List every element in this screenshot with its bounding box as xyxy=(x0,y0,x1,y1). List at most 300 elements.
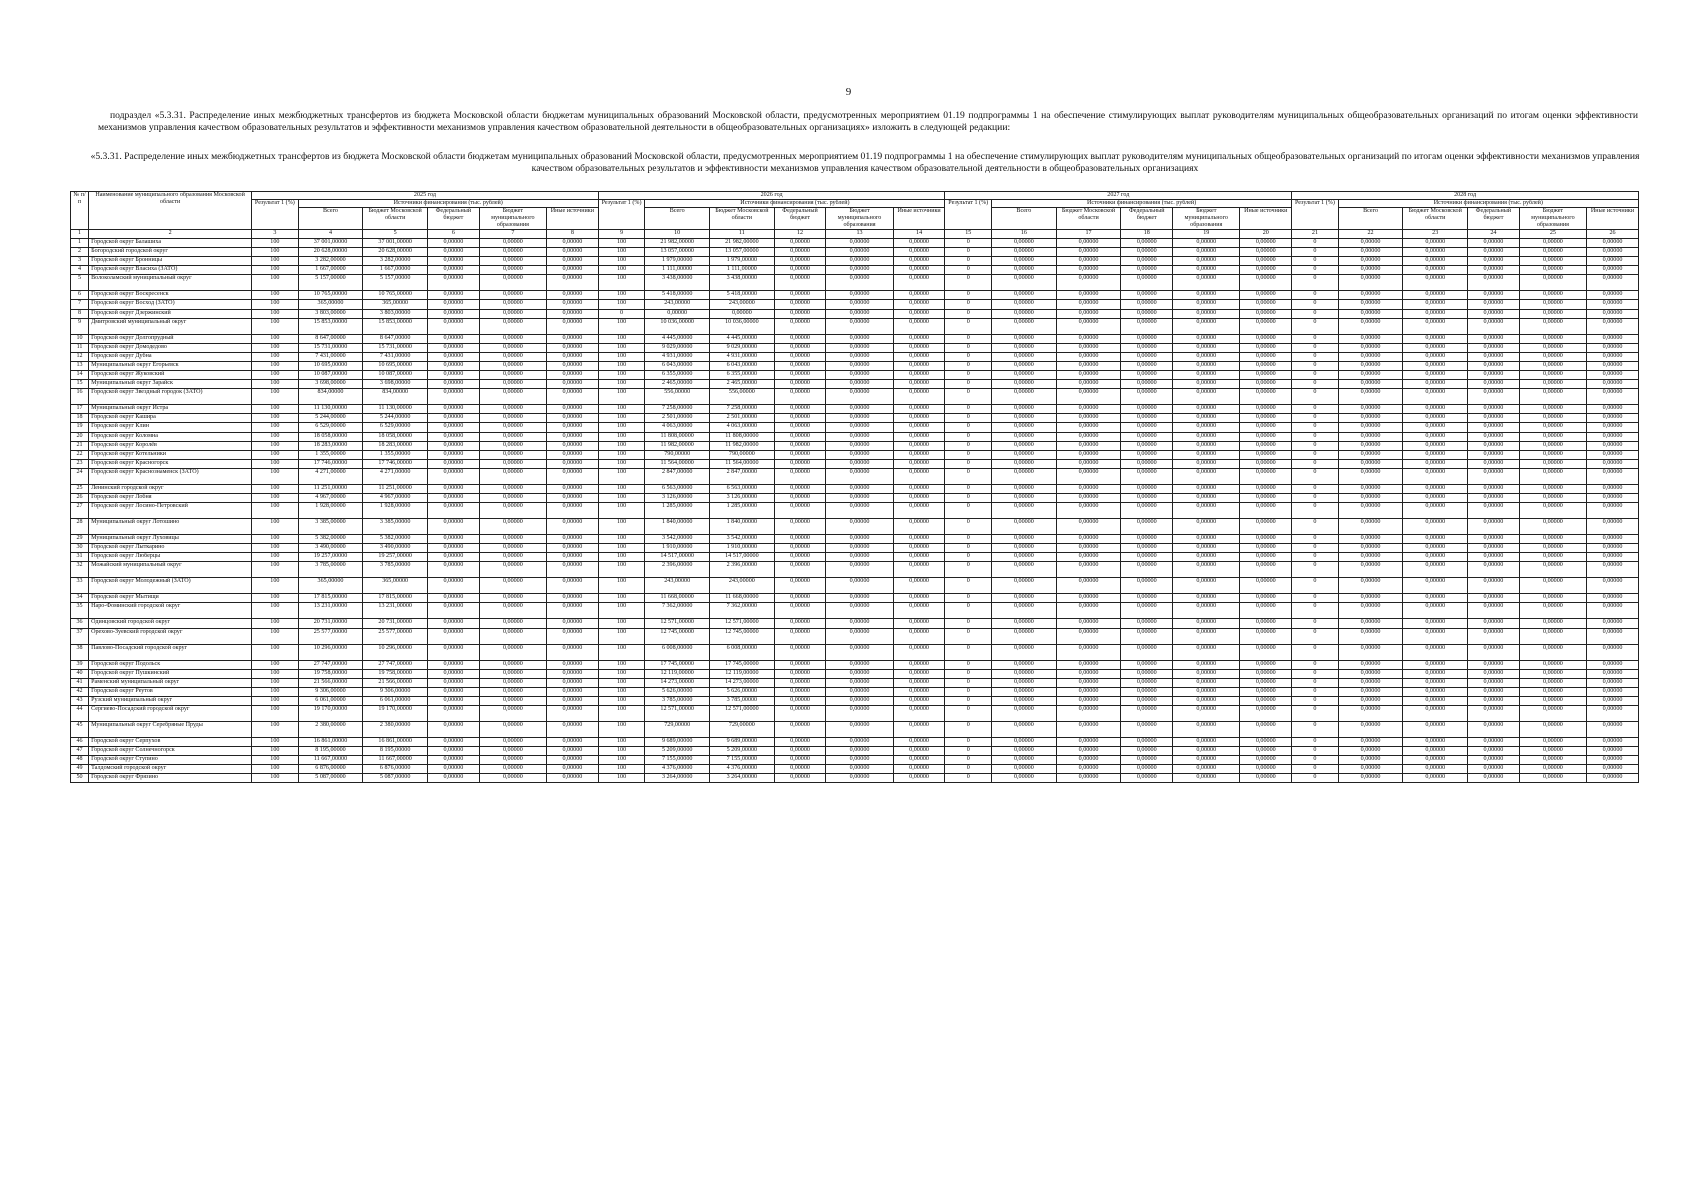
row-number: 28 xyxy=(71,519,89,535)
federal-budget-2028: 0,00000 xyxy=(1468,459,1520,468)
federal-budget-2025: 0,00000 xyxy=(428,432,480,441)
federal-budget-2025: 0,00000 xyxy=(428,738,480,747)
other-sources-2027: 0,00000 xyxy=(1240,266,1292,275)
municipal-budget-2027: 0,00000 xyxy=(1173,432,1240,441)
federal-budget-2028: 0,00000 xyxy=(1468,722,1520,738)
total-2025: 17 815,00000 xyxy=(298,594,363,603)
column-number: 24 xyxy=(1468,230,1520,239)
result-2027: 0 xyxy=(945,706,992,722)
row-number: 17 xyxy=(71,405,89,414)
result-2026: 0 xyxy=(598,309,645,318)
municipal-budget-2025: 0,00000 xyxy=(479,747,546,756)
municipal-budget-2028: 0,00000 xyxy=(1519,405,1586,414)
total-2028: 0,00000 xyxy=(1338,266,1403,275)
table-row xyxy=(71,468,1639,484)
total-2028: 0,00000 xyxy=(1338,300,1403,309)
federal-budget-2028: 0,00000 xyxy=(1468,248,1520,257)
table-row xyxy=(71,594,1639,603)
other-sources-2025: 0,00000 xyxy=(547,578,599,594)
federal-budget-2028: 0,00000 xyxy=(1468,291,1520,300)
row-number: 18 xyxy=(71,414,89,423)
municipal-budget-2027: 0,00000 xyxy=(1173,696,1240,705)
federal-budget-2026: 0,00000 xyxy=(774,266,826,275)
other-sources-2027: 0,00000 xyxy=(1240,318,1292,334)
regional-budget-2027: 0,00000 xyxy=(1056,248,1121,257)
result-2025: 100 xyxy=(252,441,299,450)
regional-budget-2027: 0,00000 xyxy=(1056,441,1121,450)
total-2027: 0,00000 xyxy=(992,603,1057,619)
municipal-budget-2025: 0,00000 xyxy=(479,371,546,380)
federal-budget-2027: 0,00000 xyxy=(1121,503,1173,519)
header-sources: Источники финансирования (тыс. рублей) xyxy=(992,200,1292,208)
federal-budget-2027: 0,00000 xyxy=(1121,706,1173,722)
other-sources-2027: 0,00000 xyxy=(1240,484,1292,493)
header-source-type: Федеральный бюджет xyxy=(428,208,480,230)
total-2027: 0,00000 xyxy=(992,687,1057,696)
municipal-budget-2027: 0,00000 xyxy=(1173,291,1240,300)
result-2026: 100 xyxy=(598,291,645,300)
municipal-budget-2025: 0,00000 xyxy=(479,519,546,535)
header-source-type: Бюджет Московской области xyxy=(710,208,775,230)
distribution-table xyxy=(70,191,1639,783)
municipality-name: Городской округ Долгопрудный xyxy=(89,334,252,343)
regional-budget-2025: 1 355,00000 xyxy=(363,450,428,459)
other-sources-2027: 0,00000 xyxy=(1240,619,1292,628)
regional-budget-2025: 5 157,00000 xyxy=(363,275,428,291)
regional-budget-2025: 3 785,00000 xyxy=(363,562,428,578)
regional-budget-2027: 0,00000 xyxy=(1056,239,1121,248)
table-row xyxy=(71,239,1639,248)
table-row xyxy=(71,423,1639,432)
result-2025: 100 xyxy=(252,257,299,266)
result-2026: 100 xyxy=(598,544,645,553)
municipality-name: Городской округ Фрязино xyxy=(89,774,252,783)
regional-budget-2026: 3 126,00000 xyxy=(710,493,775,502)
total-2028: 0,00000 xyxy=(1338,291,1403,300)
federal-budget-2026: 0,00000 xyxy=(774,765,826,774)
total-2026: 12 745,00000 xyxy=(645,628,710,644)
regional-budget-2025: 13 231,00000 xyxy=(363,603,428,619)
result-2026: 100 xyxy=(598,519,645,535)
total-2026: 12 571,00000 xyxy=(645,706,710,722)
result-2026: 100 xyxy=(598,756,645,765)
other-sources-2027: 0,00000 xyxy=(1240,468,1292,484)
result-2025: 100 xyxy=(252,300,299,309)
total-2028: 0,00000 xyxy=(1338,553,1403,562)
municipal-budget-2028: 0,00000 xyxy=(1519,459,1586,468)
municipal-budget-2025: 0,00000 xyxy=(479,660,546,669)
other-sources-2026: 0,00000 xyxy=(893,389,945,405)
municipal-budget-2028: 0,00000 xyxy=(1519,450,1586,459)
regional-budget-2025: 1 928,00000 xyxy=(363,503,428,519)
municipal-budget-2026: 0,00000 xyxy=(826,706,893,722)
total-2028: 0,00000 xyxy=(1338,484,1403,493)
regional-budget-2028: 0,00000 xyxy=(1403,484,1468,493)
result-2026: 100 xyxy=(598,248,645,257)
other-sources-2028: 0,00000 xyxy=(1587,275,1639,291)
municipal-budget-2025: 0,00000 xyxy=(479,239,546,248)
other-sources-2028: 0,00000 xyxy=(1587,706,1639,722)
regional-budget-2027: 0,00000 xyxy=(1056,603,1121,619)
row-number: 23 xyxy=(71,459,89,468)
regional-budget-2028: 0,00000 xyxy=(1403,644,1468,660)
municipal-budget-2025: 0,00000 xyxy=(479,594,546,603)
regional-budget-2028: 0,00000 xyxy=(1403,738,1468,747)
municipal-budget-2027: 0,00000 xyxy=(1173,361,1240,370)
regional-budget-2027: 0,00000 xyxy=(1056,484,1121,493)
federal-budget-2025: 0,00000 xyxy=(428,266,480,275)
header-source-type: Иные источники xyxy=(1240,208,1292,230)
total-2025: 3 282,00000 xyxy=(298,257,363,266)
municipal-budget-2026: 0,00000 xyxy=(826,578,893,594)
row-number: 24 xyxy=(71,468,89,484)
federal-budget-2028: 0,00000 xyxy=(1468,414,1520,423)
federal-budget-2026: 0,00000 xyxy=(774,352,826,361)
table-row xyxy=(71,774,1639,783)
total-2027: 0,00000 xyxy=(992,747,1057,756)
municipal-budget-2028: 0,00000 xyxy=(1519,380,1586,389)
total-2026: 11 668,00000 xyxy=(645,594,710,603)
total-2027: 0,00000 xyxy=(992,562,1057,578)
municipal-budget-2025: 0,00000 xyxy=(479,535,546,544)
other-sources-2027: 0,00000 xyxy=(1240,275,1292,291)
other-sources-2025: 0,00000 xyxy=(547,468,599,484)
municipal-budget-2027: 0,00000 xyxy=(1173,275,1240,291)
row-number: 16 xyxy=(71,389,89,405)
result-2028: 0 xyxy=(1292,266,1339,275)
total-2028: 0,00000 xyxy=(1338,619,1403,628)
regional-budget-2025: 3 385,00000 xyxy=(363,519,428,535)
regional-budget-2027: 0,00000 xyxy=(1056,706,1121,722)
total-2028: 0,00000 xyxy=(1338,275,1403,291)
municipal-budget-2028: 0,00000 xyxy=(1519,300,1586,309)
other-sources-2025: 0,00000 xyxy=(547,361,599,370)
municipal-budget-2028: 0,00000 xyxy=(1519,696,1586,705)
municipal-budget-2027: 0,00000 xyxy=(1173,309,1240,318)
municipal-budget-2026: 0,00000 xyxy=(826,756,893,765)
federal-budget-2025: 0,00000 xyxy=(428,619,480,628)
municipal-budget-2026: 0,00000 xyxy=(826,603,893,619)
municipality-name: Раменский муниципальный округ xyxy=(89,678,252,687)
result-2025: 100 xyxy=(252,361,299,370)
column-number: 12 xyxy=(774,230,826,239)
result-2026: 100 xyxy=(598,603,645,619)
municipal-budget-2028: 0,00000 xyxy=(1519,738,1586,747)
other-sources-2027: 0,00000 xyxy=(1240,603,1292,619)
regional-budget-2028: 0,00000 xyxy=(1403,553,1468,562)
federal-budget-2025: 0,00000 xyxy=(428,669,480,678)
result-2028: 0 xyxy=(1292,722,1339,738)
municipal-budget-2026: 0,00000 xyxy=(826,619,893,628)
total-2026: 1 910,00000 xyxy=(645,544,710,553)
header-source-type: Иные источники xyxy=(893,208,945,230)
result-2026: 100 xyxy=(598,334,645,343)
regional-budget-2025: 5 087,00000 xyxy=(363,774,428,783)
result-2027: 0 xyxy=(945,266,992,275)
municipality-name: Городской округ Пушкинский xyxy=(89,669,252,678)
federal-budget-2028: 0,00000 xyxy=(1468,450,1520,459)
other-sources-2026: 0,00000 xyxy=(893,544,945,553)
municipal-budget-2026: 0,00000 xyxy=(826,493,893,502)
municipality-name: Городской округ Молодежный (ЗАТО) xyxy=(89,578,252,594)
row-number: 13 xyxy=(71,361,89,370)
municipal-budget-2026: 0,00000 xyxy=(826,696,893,705)
municipal-budget-2025: 0,00000 xyxy=(479,352,546,361)
federal-budget-2026: 0,00000 xyxy=(774,706,826,722)
federal-budget-2026: 0,00000 xyxy=(774,450,826,459)
total-2027: 0,00000 xyxy=(992,239,1057,248)
result-2026: 100 xyxy=(598,450,645,459)
other-sources-2026: 0,00000 xyxy=(893,441,945,450)
federal-budget-2026: 0,00000 xyxy=(774,334,826,343)
municipal-budget-2025: 0,00000 xyxy=(479,706,546,722)
regional-budget-2027: 0,00000 xyxy=(1056,414,1121,423)
regional-budget-2025: 3 490,00000 xyxy=(363,544,428,553)
regional-budget-2028: 0,00000 xyxy=(1403,696,1468,705)
other-sources-2025: 0,00000 xyxy=(547,414,599,423)
result-2026: 100 xyxy=(598,414,645,423)
regional-budget-2028: 0,00000 xyxy=(1403,318,1468,334)
municipal-budget-2028: 0,00000 xyxy=(1519,706,1586,722)
federal-budget-2025: 0,00000 xyxy=(428,459,480,468)
municipal-budget-2028: 0,00000 xyxy=(1519,432,1586,441)
total-2027: 0,00000 xyxy=(992,275,1057,291)
federal-budget-2026: 0,00000 xyxy=(774,747,826,756)
municipality-name: Муниципальный округ Луховицы xyxy=(89,535,252,544)
total-2027: 0,00000 xyxy=(992,644,1057,660)
result-2028: 0 xyxy=(1292,248,1339,257)
municipal-budget-2025: 0,00000 xyxy=(479,405,546,414)
federal-budget-2027: 0,00000 xyxy=(1121,361,1173,370)
table-row xyxy=(71,722,1639,738)
table-row xyxy=(71,578,1639,594)
row-number: 36 xyxy=(71,619,89,628)
result-2027: 0 xyxy=(945,628,992,644)
other-sources-2025: 0,00000 xyxy=(547,603,599,619)
other-sources-2026: 0,00000 xyxy=(893,644,945,660)
row-number: 10 xyxy=(71,334,89,343)
total-2027: 0,00000 xyxy=(992,628,1057,644)
other-sources-2028: 0,00000 xyxy=(1587,389,1639,405)
regional-budget-2027: 0,00000 xyxy=(1056,459,1121,468)
municipal-budget-2025: 0,00000 xyxy=(479,459,546,468)
total-2027: 0,00000 xyxy=(992,774,1057,783)
other-sources-2025: 0,00000 xyxy=(547,423,599,432)
result-2025: 100 xyxy=(252,774,299,783)
regional-budget-2028: 0,00000 xyxy=(1403,361,1468,370)
result-2028: 0 xyxy=(1292,405,1339,414)
regional-budget-2028: 0,00000 xyxy=(1403,544,1468,553)
municipality-name: Рузский муниципальный округ xyxy=(89,696,252,705)
total-2028: 0,00000 xyxy=(1338,678,1403,687)
municipal-budget-2027: 0,00000 xyxy=(1173,248,1240,257)
other-sources-2025: 0,00000 xyxy=(547,257,599,266)
row-number: 19 xyxy=(71,423,89,432)
result-2028: 0 xyxy=(1292,706,1339,722)
federal-budget-2027: 0,00000 xyxy=(1121,334,1173,343)
other-sources-2026: 0,00000 xyxy=(893,414,945,423)
federal-budget-2026: 0,00000 xyxy=(774,423,826,432)
table-row xyxy=(71,765,1639,774)
federal-budget-2026: 0,00000 xyxy=(774,361,826,370)
municipal-budget-2027: 0,00000 xyxy=(1173,756,1240,765)
federal-budget-2027: 0,00000 xyxy=(1121,343,1173,352)
result-2025: 100 xyxy=(252,535,299,544)
federal-budget-2027: 0,00000 xyxy=(1121,687,1173,696)
total-2026: 7 258,00000 xyxy=(645,405,710,414)
regional-budget-2027: 0,00000 xyxy=(1056,628,1121,644)
municipal-budget-2025: 0,00000 xyxy=(479,389,546,405)
table-row xyxy=(71,603,1639,619)
federal-budget-2026: 0,00000 xyxy=(774,544,826,553)
result-2028: 0 xyxy=(1292,361,1339,370)
result-2025: 100 xyxy=(252,484,299,493)
total-2027: 0,00000 xyxy=(992,553,1057,562)
result-2026: 100 xyxy=(598,738,645,747)
total-2027: 0,00000 xyxy=(992,291,1057,300)
municipal-budget-2028: 0,00000 xyxy=(1519,660,1586,669)
municipality-name: Городской округ Коломна xyxy=(89,432,252,441)
federal-budget-2027: 0,00000 xyxy=(1121,257,1173,266)
total-2027: 0,00000 xyxy=(992,696,1057,705)
regional-budget-2025: 8 647,00000 xyxy=(363,334,428,343)
federal-budget-2026: 0,00000 xyxy=(774,562,826,578)
result-2026: 100 xyxy=(598,628,645,644)
total-2025: 3 698,00000 xyxy=(298,380,363,389)
total-2028: 0,00000 xyxy=(1338,352,1403,361)
regional-budget-2026: 12 119,00000 xyxy=(710,669,775,678)
result-2026: 100 xyxy=(598,405,645,414)
regional-budget-2028: 0,00000 xyxy=(1403,441,1468,450)
regional-budget-2028: 0,00000 xyxy=(1403,619,1468,628)
regional-budget-2027: 0,00000 xyxy=(1056,405,1121,414)
municipal-budget-2027: 0,00000 xyxy=(1173,257,1240,266)
column-number: 4 xyxy=(298,230,363,239)
regional-budget-2028: 0,00000 xyxy=(1403,628,1468,644)
municipal-budget-2027: 0,00000 xyxy=(1173,318,1240,334)
municipal-budget-2027: 0,00000 xyxy=(1173,389,1240,405)
federal-budget-2027: 0,00000 xyxy=(1121,371,1173,380)
total-2026: 6 043,00000 xyxy=(645,361,710,370)
municipality-name: Городской округ Восход (ЗАТО) xyxy=(89,300,252,309)
municipal-budget-2025: 0,00000 xyxy=(479,450,546,459)
municipal-budget-2028: 0,00000 xyxy=(1519,318,1586,334)
total-2027: 0,00000 xyxy=(992,266,1057,275)
result-2025: 100 xyxy=(252,553,299,562)
other-sources-2028: 0,00000 xyxy=(1587,628,1639,644)
total-2026: 14 517,00000 xyxy=(645,553,710,562)
other-sources-2027: 0,00000 xyxy=(1240,765,1292,774)
header-source-type: Бюджет Московской области xyxy=(363,208,428,230)
municipal-budget-2028: 0,00000 xyxy=(1519,519,1586,535)
other-sources-2028: 0,00000 xyxy=(1587,352,1639,361)
federal-budget-2028: 0,00000 xyxy=(1468,493,1520,502)
table-row xyxy=(71,309,1639,318)
regional-budget-2026: 1 285,00000 xyxy=(710,503,775,519)
municipal-budget-2026: 0,00000 xyxy=(826,678,893,687)
total-2025: 5 382,00000 xyxy=(298,535,363,544)
column-number: 14 xyxy=(893,230,945,239)
regional-budget-2027: 0,00000 xyxy=(1056,503,1121,519)
total-2026: 4 063,00000 xyxy=(645,423,710,432)
regional-budget-2027: 0,00000 xyxy=(1056,678,1121,687)
other-sources-2027: 0,00000 xyxy=(1240,669,1292,678)
other-sources-2027: 0,00000 xyxy=(1240,738,1292,747)
regional-budget-2026: 3 264,00000 xyxy=(710,774,775,783)
municipal-budget-2027: 0,00000 xyxy=(1173,738,1240,747)
other-sources-2027: 0,00000 xyxy=(1240,706,1292,722)
total-2027: 0,00000 xyxy=(992,468,1057,484)
municipal-budget-2025: 0,00000 xyxy=(479,669,546,678)
other-sources-2026: 0,00000 xyxy=(893,535,945,544)
federal-budget-2025: 0,00000 xyxy=(428,706,480,722)
regional-budget-2028: 0,00000 xyxy=(1403,468,1468,484)
municipal-budget-2026: 0,00000 xyxy=(826,334,893,343)
regional-budget-2028: 0,00000 xyxy=(1403,578,1468,594)
result-2027: 0 xyxy=(945,459,992,468)
total-2027: 0,00000 xyxy=(992,706,1057,722)
municipal-budget-2028: 0,00000 xyxy=(1519,628,1586,644)
total-2027: 0,00000 xyxy=(992,405,1057,414)
other-sources-2025: 0,00000 xyxy=(547,544,599,553)
table-row xyxy=(71,459,1639,468)
other-sources-2025: 0,00000 xyxy=(547,756,599,765)
municipality-name: Одинцовский городской округ xyxy=(89,619,252,628)
other-sources-2027: 0,00000 xyxy=(1240,562,1292,578)
other-sources-2028: 0,00000 xyxy=(1587,441,1639,450)
result-2027: 0 xyxy=(945,318,992,334)
total-2028: 0,00000 xyxy=(1338,343,1403,352)
federal-budget-2026: 0,00000 xyxy=(774,380,826,389)
result-2025: 100 xyxy=(252,696,299,705)
total-2027: 0,00000 xyxy=(992,544,1057,553)
result-2027: 0 xyxy=(945,352,992,361)
regional-budget-2027: 0,00000 xyxy=(1056,334,1121,343)
result-2027: 0 xyxy=(945,562,992,578)
other-sources-2028: 0,00000 xyxy=(1587,660,1639,669)
row-number: 1 xyxy=(71,239,89,248)
header-sources: Источники финансирования (тыс. рублей) xyxy=(645,200,945,208)
header-source-type: Федеральный бюджет xyxy=(1121,208,1173,230)
federal-budget-2026: 0,00000 xyxy=(774,300,826,309)
regional-budget-2027: 0,00000 xyxy=(1056,553,1121,562)
total-2028: 0,00000 xyxy=(1338,503,1403,519)
row-number: 15 xyxy=(71,380,89,389)
total-2026: 4 445,00000 xyxy=(645,334,710,343)
total-2025: 6 061,00000 xyxy=(298,696,363,705)
federal-budget-2028: 0,00000 xyxy=(1468,765,1520,774)
regional-budget-2026: 5 209,00000 xyxy=(710,747,775,756)
other-sources-2027: 0,00000 xyxy=(1240,493,1292,502)
federal-budget-2026: 0,00000 xyxy=(774,239,826,248)
other-sources-2028: 0,00000 xyxy=(1587,594,1639,603)
result-2027: 0 xyxy=(945,380,992,389)
regional-budget-2027: 0,00000 xyxy=(1056,343,1121,352)
result-2028: 0 xyxy=(1292,765,1339,774)
total-2027: 0,00000 xyxy=(992,450,1057,459)
federal-budget-2026: 0,00000 xyxy=(774,414,826,423)
other-sources-2028: 0,00000 xyxy=(1587,450,1639,459)
total-2028: 0,00000 xyxy=(1338,468,1403,484)
municipal-budget-2028: 0,00000 xyxy=(1519,603,1586,619)
result-2028: 0 xyxy=(1292,380,1339,389)
total-2026: 2 465,00000 xyxy=(645,380,710,389)
total-2027: 0,00000 xyxy=(992,765,1057,774)
regional-budget-2028: 0,00000 xyxy=(1403,423,1468,432)
federal-budget-2026: 0,00000 xyxy=(774,738,826,747)
municipal-budget-2025: 0,00000 xyxy=(479,291,546,300)
regional-budget-2025: 11 130,00000 xyxy=(363,405,428,414)
